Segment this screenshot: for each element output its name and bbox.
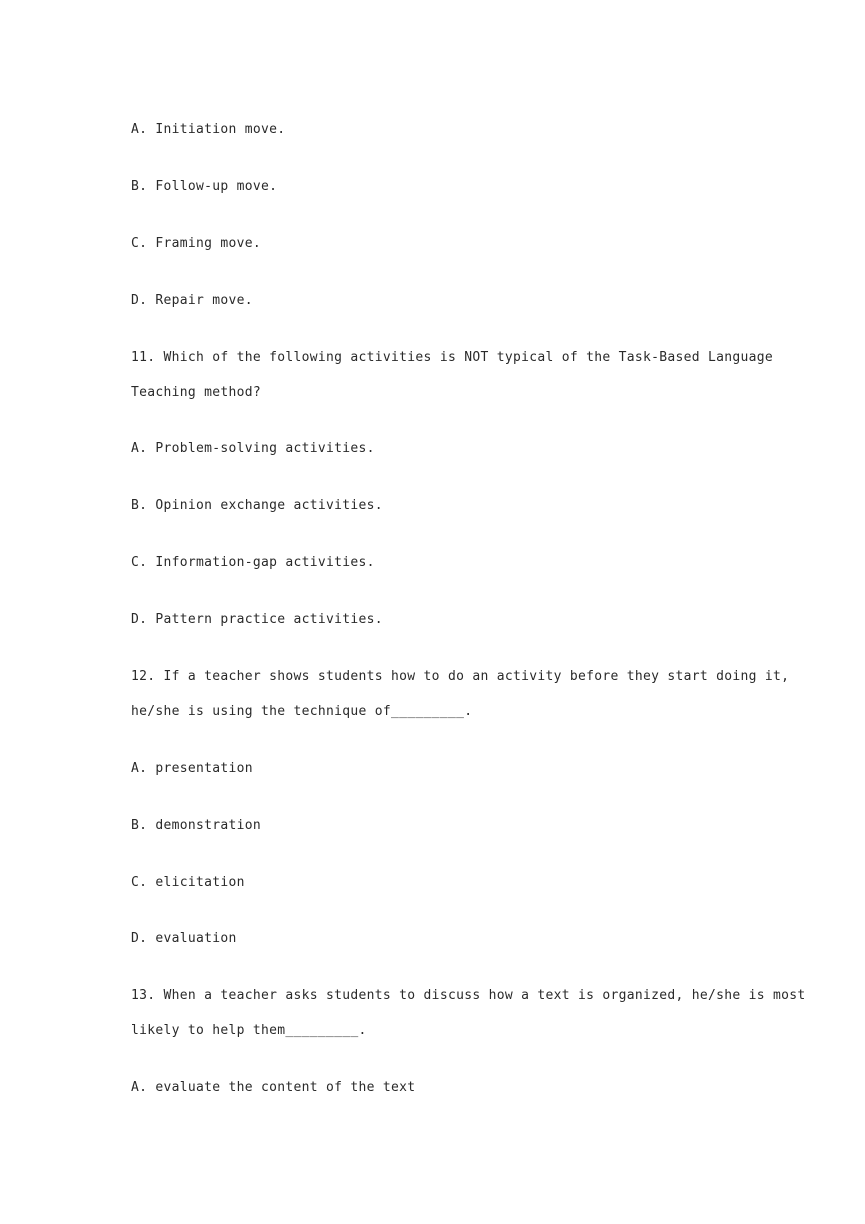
q13-stem-line2: likely to help them_________. — [131, 1023, 367, 1038]
q11-stem-line2: Teaching method? — [131, 385, 262, 400]
q13-option-a: A. evaluate the content of the text — [131, 1080, 416, 1095]
q10-option-a: A. Initiation move. — [131, 122, 286, 137]
q12-stem-line1: 12. If a teacher shows students how to do an activity before they start doing it, — [131, 669, 790, 684]
q11-option-d: D. Pattern practice activities. — [131, 612, 383, 627]
q13-stem-line1: 13. When a teacher asks students to discuss how a text is organized, he/she is most — [131, 988, 806, 1003]
q11-option-a: A. Problem-solving activities. — [131, 441, 375, 456]
q12-option-b: B. demonstration — [131, 818, 262, 833]
q12-option-a: A. presentation — [131, 761, 253, 776]
q10-option-d: D. Repair move. — [131, 293, 253, 308]
q10-option-b: B. Follow-up move. — [131, 179, 278, 194]
q11-option-b: B. Opinion exchange activities. — [131, 498, 383, 513]
q12-option-d: D. evaluation — [131, 931, 237, 946]
q12-option-c: C. elicitation — [131, 875, 245, 890]
q11-option-c: C. Information-gap activities. — [131, 555, 375, 570]
q10-option-c: C. Framing move. — [131, 236, 262, 251]
q11-stem-line1: 11. Which of the following activities is NOT typical of the Task-Based Language — [131, 350, 774, 365]
q12-stem-line2: he/she is using the technique of_________. — [131, 704, 473, 719]
